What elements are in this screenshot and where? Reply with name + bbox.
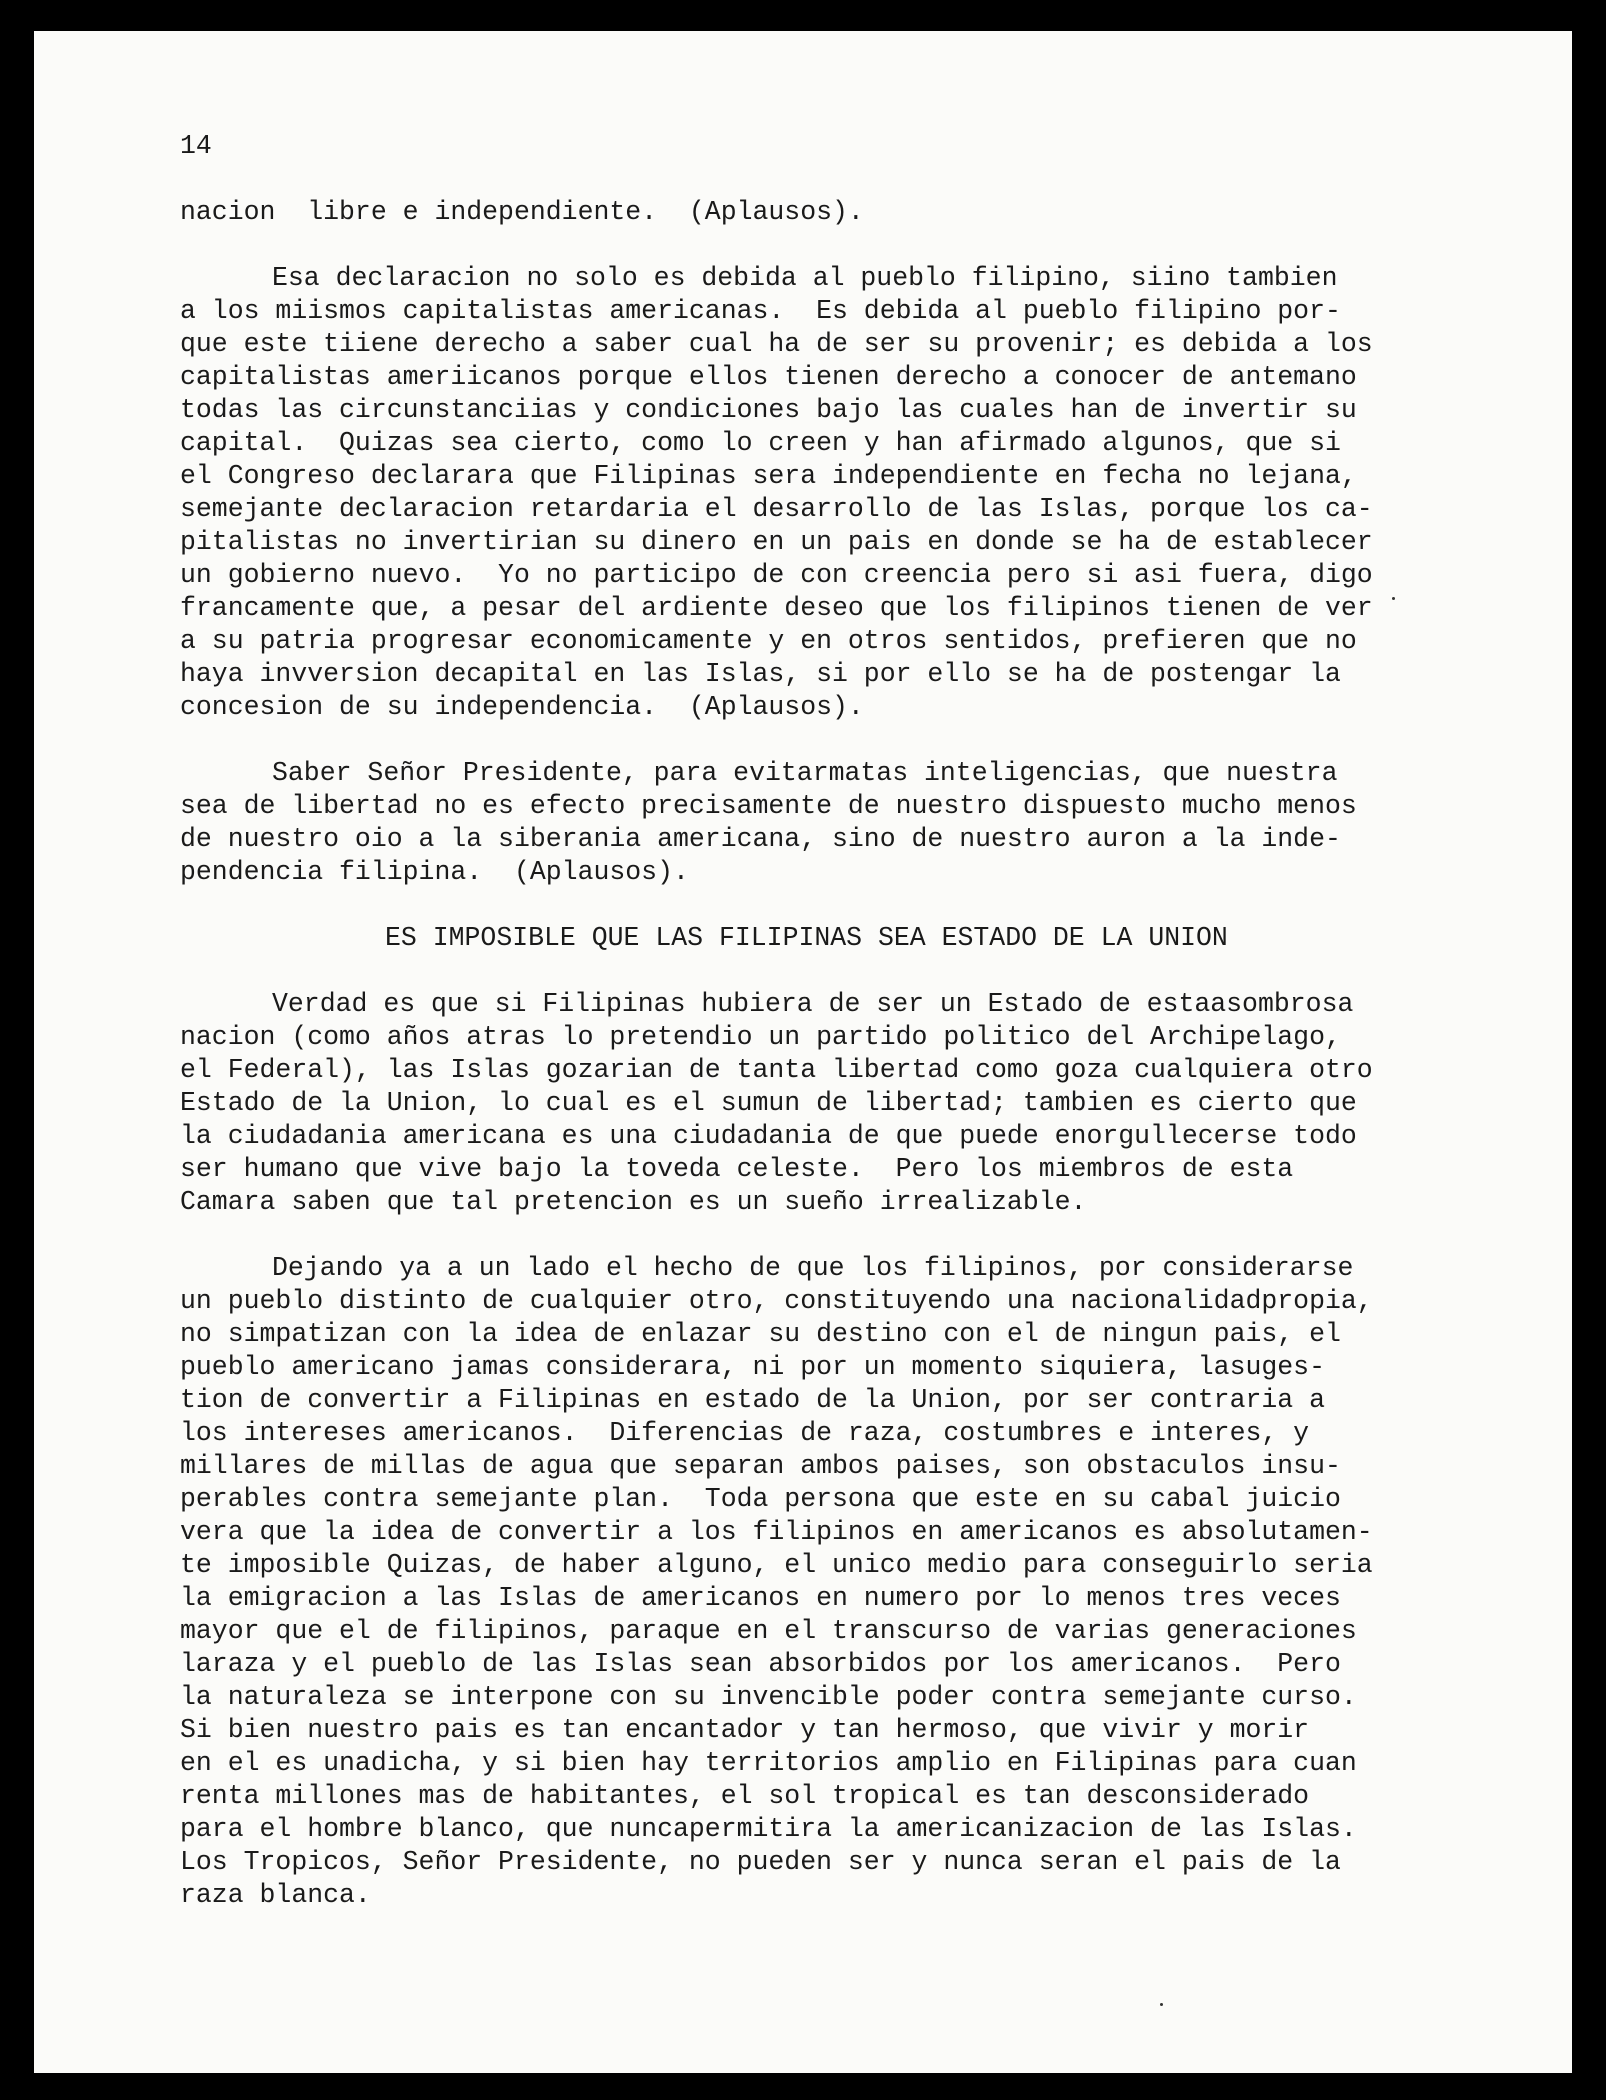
text-line: a los miismos capitalistas americanas. Es debida al pueblo filipino por- <box>180 296 1341 326</box>
section-heading: ES IMPOSIBLE QUE LAS FILIPINAS SEA ESTADO DE LA UNION <box>385 923 1228 953</box>
paragraph-declaracion <box>180 262 1410 724</box>
text-line: Estado de la Union, lo cual es el sumun de libertad; tambien es cierto que <box>180 1088 1357 1118</box>
text-line: vera que la idea de convertir a los filipinos en americanos es absolutamen- <box>180 1517 1373 1547</box>
text-line: un pueblo distinto de cualquier otro, constituyendo una nacionalidadpropia, <box>180 1286 1373 1316</box>
text-line: nacion (como años atras lo pretendio un partido politico del Archipelago, <box>180 1022 1341 1052</box>
text-line: te imposible Quizas, de haber alguno, el unico medio para conseguirlo seria <box>180 1550 1373 1580</box>
text-line: el Federal), las Islas gozarian de tanta libertad como goza cualquiera otro <box>180 1055 1373 1085</box>
text-line: semejante declaracion retardaria el desarrollo de las Islas, porque los ca- <box>180 494 1373 524</box>
text-line: en el es unadicha, y si bien hay territorios amplio en Filipinas para cuan <box>180 1748 1357 1778</box>
paragraph-dejando <box>180 1252 1410 1912</box>
text-line: todas las circunstanciias y condiciones bajo las cuales han de invertir su <box>180 395 1357 425</box>
text-line: ser humano que vive bajo la toveda celeste. Pero los miembros de esta <box>180 1154 1294 1184</box>
text-line: la emigracion a las Islas de americanos en numero por lo menos tres veces <box>180 1583 1341 1613</box>
text-line: sea de libertad no es efecto precisamente de nuestro dispuesto mucho menos <box>180 791 1357 821</box>
paragraph-verdad <box>180 988 1410 1219</box>
text-line: renta millones mas de habitantes, el sol tropical es tan desconsiderado <box>180 1781 1310 1811</box>
text-line: Camara saben que tal pretencion es un sueño irrealizable. <box>180 1187 1087 1217</box>
page-number: 14 <box>180 131 212 161</box>
text-line: Esa declaracion no solo es debida al pueblo filipino, siino tambien <box>272 263 1338 293</box>
text-line: millares de millas de agua que separan ambos paises, son obstaculos insu- <box>180 1451 1341 1481</box>
ink-speck <box>1160 2003 1163 2006</box>
text-line: Verdad es que si Filipinas hubiera de ser un Estado de estaasombrosa <box>272 989 1354 1019</box>
ink-speck <box>1392 597 1395 600</box>
text-line: pitalistas no invertirian su dinero en un pais en donde se ha de establecer <box>180 527 1373 557</box>
text-line: pueblo americano jamas considerara, ni por un momento siquiera, lasuges- <box>180 1352 1325 1382</box>
text-line: que este tiiene derecho a saber cual ha de ser su provenir; es debida a los <box>180 329 1373 359</box>
text-line: la ciudadania americana es una ciudadania de que puede enorgullecerse todo <box>180 1121 1357 1151</box>
text-line: un gobierno nuevo. Yo no participo de con creencia pero si asi fuera, digo <box>180 560 1373 590</box>
text-line: pendencia filipina. (Aplausos). <box>180 857 689 887</box>
text-line: Si bien nuestro pais es tan encantador y tan hermoso, que vivir y morir <box>180 1715 1310 1745</box>
text-line: Saber Señor Presidente, para evitarmatas inteligencias, que nuestra <box>272 758 1338 788</box>
text-line: capitalistas ameriicanos porque ellos tienen derecho a conocer de antemano <box>180 362 1357 392</box>
text-line: mayor que el de filipinos, paraque en el transcurso de varias generaciones <box>180 1616 1357 1646</box>
text-line: de nuestro oio a la siberania americana, sino de nuestro auron a la inde- <box>180 824 1341 854</box>
text-line: capital. Quizas sea cierto, como lo creen y han afirmado algunos, que si <box>180 428 1341 458</box>
paragraph-saber <box>180 757 1410 889</box>
text-line: para el hombre blanco, que nuncapermitira la americanizacion de las Islas. <box>180 1814 1357 1844</box>
text-line: raza blanca. <box>180 1880 371 1910</box>
text-line: perables contra semejante plan. Toda persona que este en su cabal juicio <box>180 1484 1341 1514</box>
text-line: los intereses americanos. Diferencias de raza, costumbres e interes, y <box>180 1418 1310 1448</box>
intro-line <box>180 196 1410 229</box>
text-line: el Congreso declarara que Filipinas sera independiente en fecha no lejana, <box>180 461 1357 491</box>
text-line: Los Tropicos, Señor Presidente, no pueden ser y nunca seran el pais de la <box>180 1847 1341 1877</box>
text-line: laraza y el pueblo de las Islas sean absorbidos por los americanos. Pero <box>180 1649 1341 1679</box>
page-content <box>180 130 1410 1945</box>
text-line: Dejando ya a un lado el hecho de que los filipinos, por considerarse <box>272 1253 1354 1283</box>
text-line: tion de convertir a Filipinas en estado de la Union, por ser contraria a <box>180 1385 1325 1415</box>
text-line: concesion de su independencia. (Aplausos). <box>180 692 864 722</box>
text-line: no simpatizan con la idea de enlazar su destino con el de ningun pais, el <box>180 1319 1341 1349</box>
text-line: la naturaleza se interpone con su invencible poder contra semejante curso. <box>180 1682 1357 1712</box>
text-line: haya invversion decapital en las Islas, si por ello se ha de postengar la <box>180 659 1341 689</box>
text-line: nacion libre e independiente. (Aplausos). <box>180 197 864 227</box>
text-line: a su patria progresar economicamente y en otros sentidos, prefieren que no <box>180 626 1357 656</box>
text-line: francamente que, a pesar del ardiente deseo que los filipinos tienen de ver <box>180 593 1373 623</box>
